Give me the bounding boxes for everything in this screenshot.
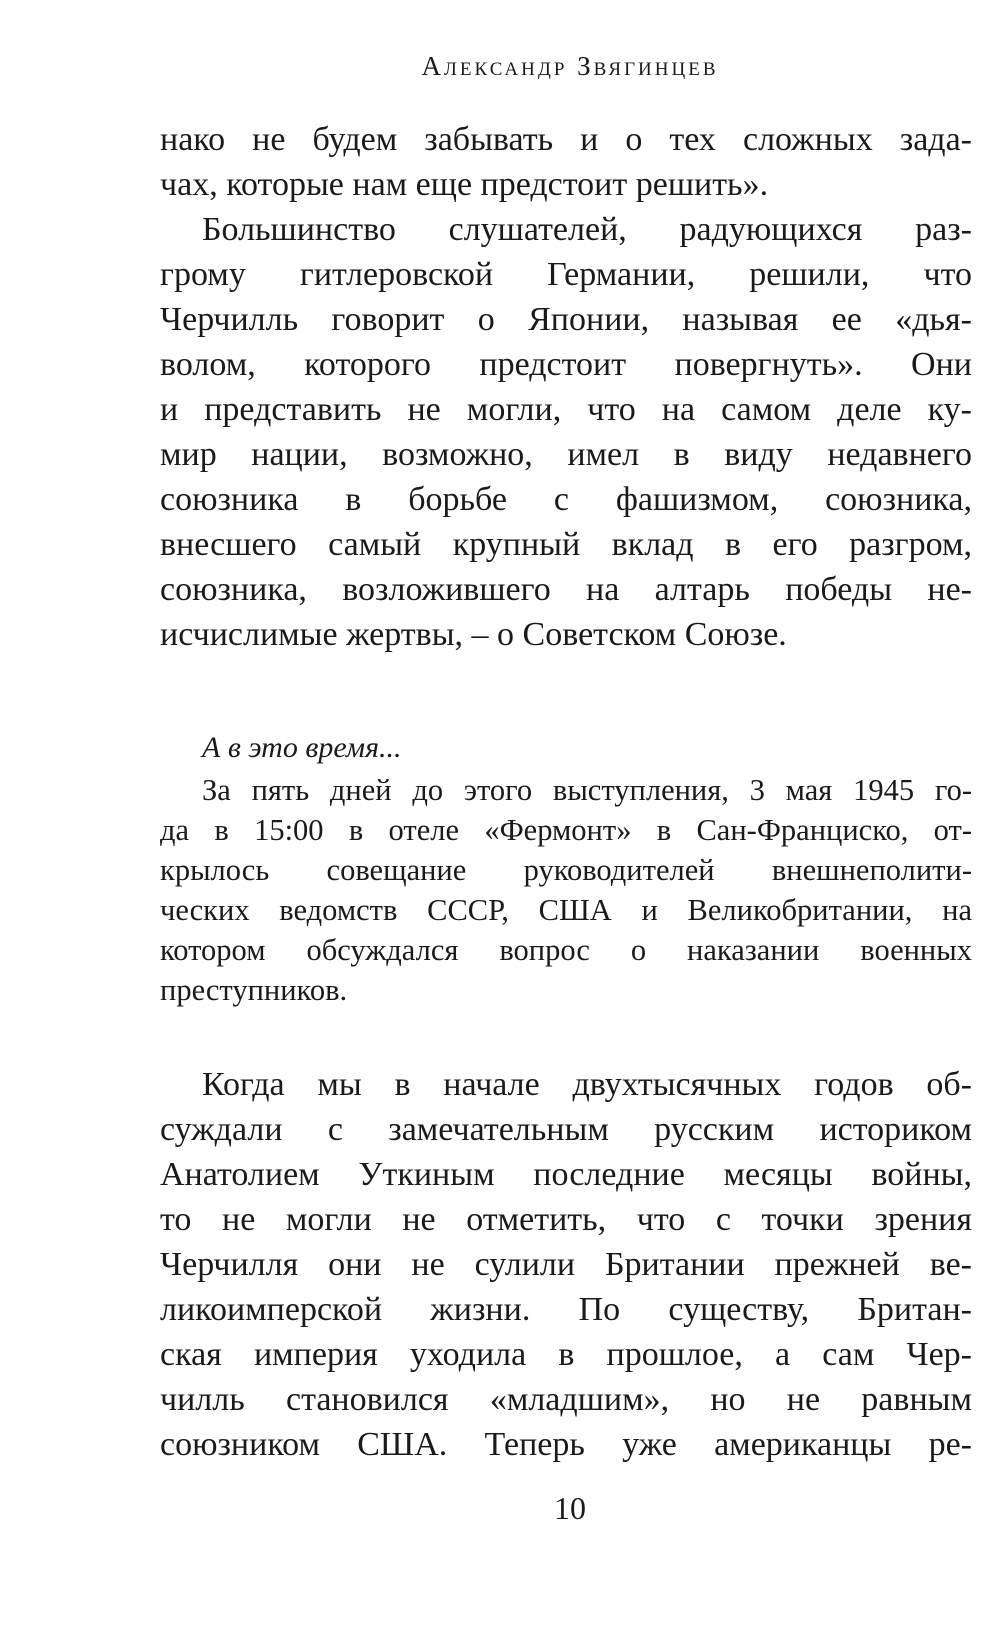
text-line: Когда мы в начале двухтысячных годов об- bbox=[202, 1066, 972, 1103]
text-line: то не могли не отметить, что с точки зрения bbox=[160, 1201, 972, 1238]
text-line: союзником США. Теперь уже американцы ре- bbox=[160, 1426, 972, 1463]
text-line: мир нации, возможно, имел в виду недавнего bbox=[160, 436, 972, 473]
text-line: ская империя уходила в прошлое, а сам Чер- bbox=[160, 1336, 972, 1373]
page-number: 10 bbox=[554, 1490, 586, 1526]
text-line: Большинство слушателей, радующихся раз- bbox=[202, 211, 972, 248]
text-line: чах, которые нам еще предстоит решить». bbox=[160, 166, 769, 203]
text-line: ликоимперской жизни. По существу, Британ- bbox=[160, 1291, 972, 1328]
text-line: и представить не могли, что на самом деле ку- bbox=[160, 391, 972, 428]
aside-line: За пять дней до этого выступления, 3 мая 1945 го- bbox=[202, 773, 972, 807]
aside-line: да в 15:00 в отеле «Фермонт» в Сан-Франциско, от- bbox=[160, 813, 972, 847]
text-line: Анатолием Уткиным последние месяцы войны, bbox=[160, 1156, 972, 1193]
running-header: Александр Звягинцев bbox=[421, 51, 719, 81]
text-line: Черчилля они не сулили Британии прежней ве- bbox=[160, 1246, 972, 1283]
text-line: внесшего самый крупный вклад в его разгром, bbox=[160, 526, 972, 563]
text-line: союзника, возложившего на алтарь победы не- bbox=[160, 571, 972, 608]
text-line: волом, которого предстоит повергнуть». Они bbox=[160, 346, 972, 383]
text-line: союзника в борьбе с фашизмом, союзника, bbox=[160, 481, 972, 518]
text-line: исчислимые жертвы, – о Советском Союзе. bbox=[160, 616, 787, 653]
aside-line: ческих ведомств СССР, США и Великобритании, на bbox=[160, 893, 972, 927]
text-line: чилль становился «младшим», но не равным bbox=[160, 1381, 972, 1418]
text-line: нако не будем забывать и о тех сложных зада- bbox=[160, 121, 972, 158]
text-line: суждали с замечательным русским историком bbox=[160, 1111, 972, 1148]
text-line: грому гитлеровской Германии, решили, что bbox=[160, 256, 972, 293]
text-line: Черчилль говорит о Японии, называя ее «дья- bbox=[160, 301, 972, 338]
aside-line: преступников. bbox=[160, 973, 348, 1007]
aside-line: котором обсуждался вопрос о наказании военных bbox=[160, 933, 972, 967]
aside-line: крылось совещание руководителей внешнеполити- bbox=[160, 853, 972, 887]
aside-title: А в это время... bbox=[202, 731, 402, 764]
